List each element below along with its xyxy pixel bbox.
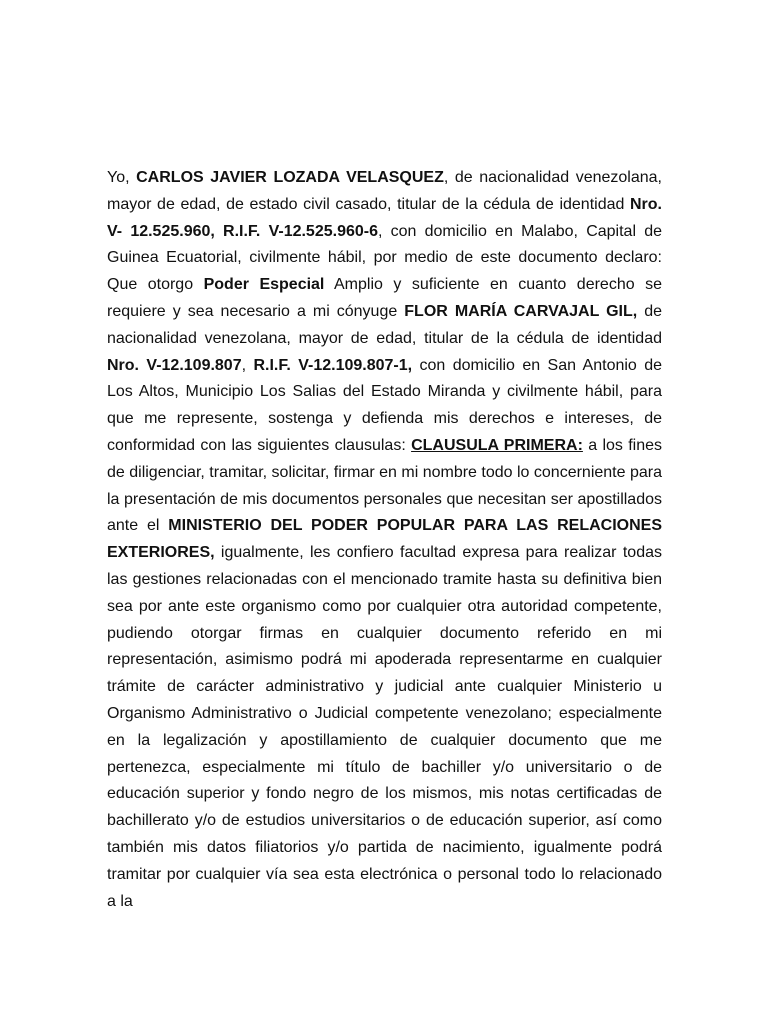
text-segment: a los fines de diligenciar, tramitar, solicitar, firmar en mi nombre todo lo concerniente para la presentación de mis documentos personales que necesitan ser apostillados ante el bbox=[107, 436, 663, 535]
attorney-rif: R.I.F. V-12.109.807-1, bbox=[253, 356, 413, 374]
text-segment: Amplio y suficiente en cuanto derecho se requiere y sea necesario a mi cónyuge bbox=[107, 276, 663, 320]
text-segment: de nacionalidad venezolana, mayor de edad, titular de la cédula de identidad bbox=[107, 302, 663, 347]
ministry-name: MINISTERIO DEL PODER POPULAR PARA LAS RELACIONES EXTERIORES, bbox=[107, 517, 663, 562]
poder-especial-paragraph bbox=[107, 165, 662, 915]
attorney-name: FLOR MARÍA CARVAJAL GIL, bbox=[404, 302, 638, 320]
clause-heading: CLAUSULA PRIMERA: bbox=[411, 436, 583, 454]
grantor-name: CARLOS JAVIER LOZADA VELASQUEZ bbox=[136, 169, 444, 186]
attorney-id-number: Nro. V-12.109.807 bbox=[107, 356, 242, 374]
text-segment: , con domicilio en Malabo, Capital de Guinea Ecuatorial, civilmente hábil, por medio de este documento declaro: Que otorgo bbox=[107, 222, 662, 294]
text-segment: , de nacionalidad venezolana, mayor de edad, de estado civil casado, titular de la cédula de identidad bbox=[107, 169, 662, 213]
text-segment: , bbox=[241, 356, 254, 374]
text-segment: Yo, bbox=[107, 169, 137, 186]
grantor-id-number: Nro. V- 12.525.960, R.I.F. V-12.525.960-6 bbox=[107, 195, 662, 240]
text-segment: igualmente, les confiero facultad expresa para realizar todas las gestiones relacionadas con el mencionado tramite hasta su definitiva bien sea por ante este organismo como por cualquier otra autoridad competente, pudiendo otorgar firmas en cualquier documento referido en mi representación, asimismo podrá mi apoderada representarme en cualquier trámite de carácter administrativo y judicial ante cualquier Ministerio u Organismo Administrativo o Judicial competente venezolano; especialmente en la legalización y apostillamiento de cualquier documento que me pertenezca, especialmente mi título de bachiller y/o universitario o de educación superior y fondo negro de los mismos, mis notas certificadas de bachillerato y/o de estudios universitarios o de educación superior, así como también mis datos filiatorios y/o partida de nacimiento, igualmente podrá tramitar por cualquier vía sea esta electrónica o personal todo lo relacionado a la bbox=[107, 544, 662, 910]
power-type: Poder Especial bbox=[203, 276, 325, 294]
text-segment: con domicilio en San Antonio de Los Altos, Municipio Los Salias del Estado Miranda y civilmente hábil, para que me represente, sostenga y defienda mis derechos e intereses, de conformidad con las siguientes clausulas: bbox=[107, 356, 663, 454]
